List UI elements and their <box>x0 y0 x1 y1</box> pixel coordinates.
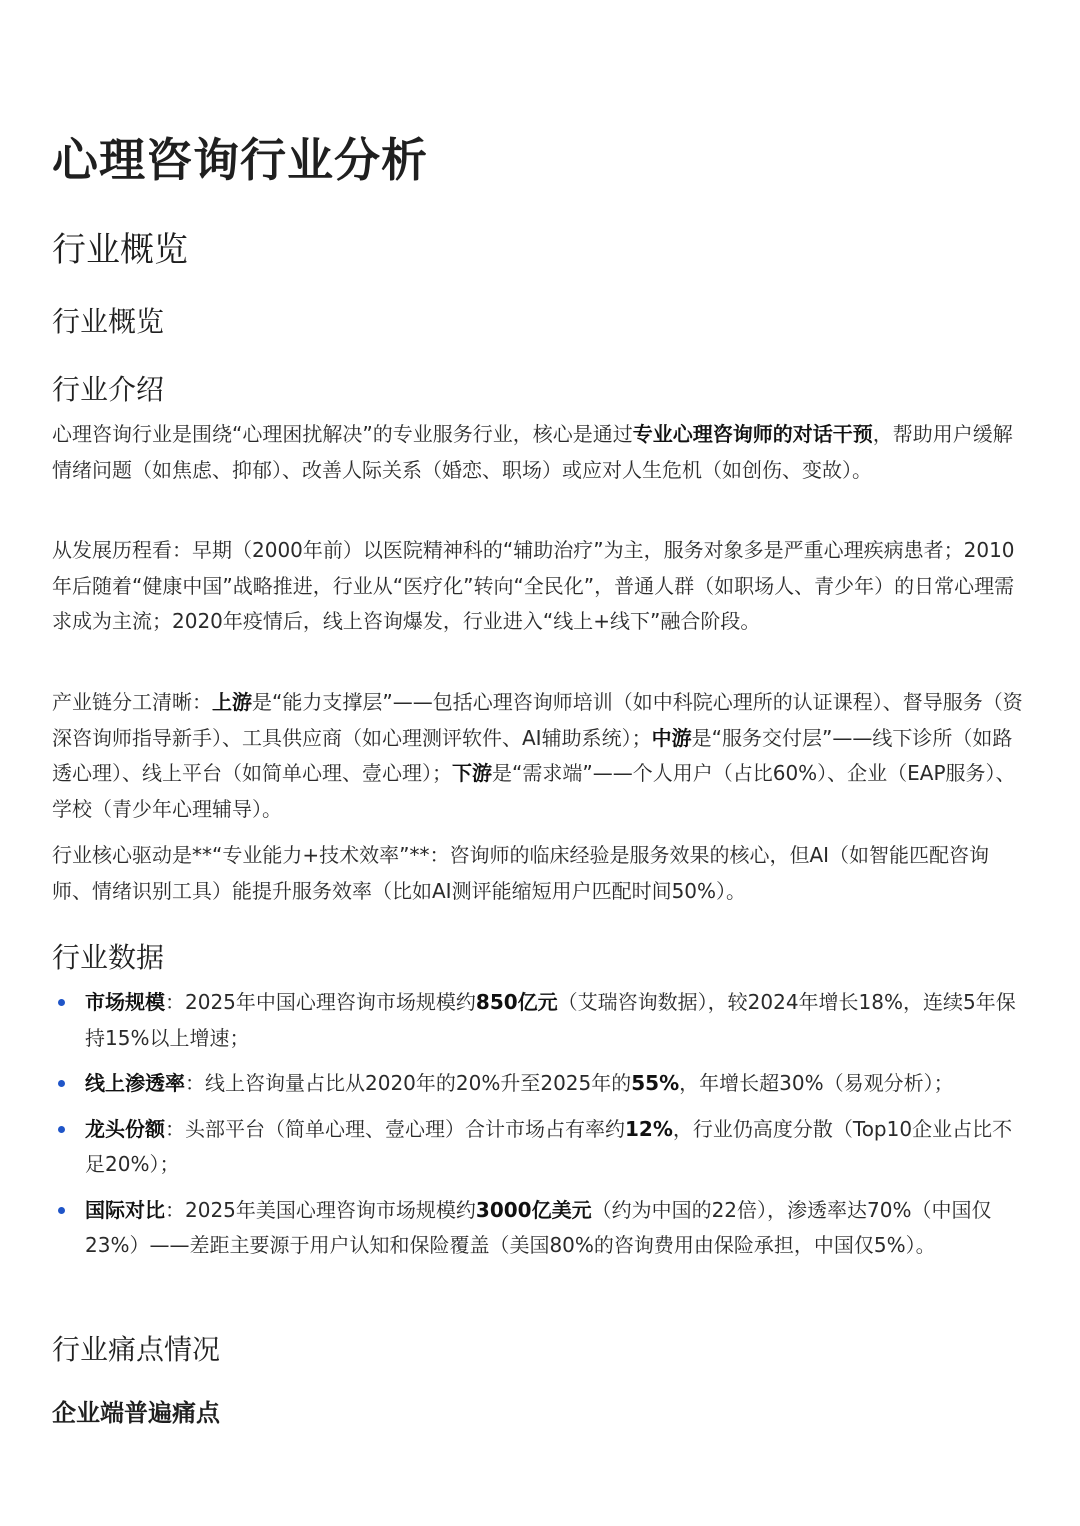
document-title: 心理咨询行业分析 <box>52 133 428 187</box>
bullet-icon <box>58 1207 65 1214</box>
intro-paragraph-4: 行业核心驱动是**“专业能力+技术效率”**：咨询师的临床经验是服务效果的核心，但AI（如智能匹配咨询师、情绪识别工具）能提升服务效率（比如AI测评能缩短用户匹配时间50%）。 <box>52 843 990 903</box>
pain-heading: 行业痛点情况 <box>52 1333 221 1366</box>
list-item: 龙头份额：头部平台（简单心理、壹心理）合计市场占有率约12%，行业仍高度分散（Top10企业占比不足20%）； <box>52 1112 1028 1183</box>
data-list <box>52 985 1028 1264</box>
section-heading: 行业概览 <box>52 230 188 270</box>
intro-paragraph-2: 从发展历程看：早期（2000年前）以医院精神科的“辅助治疗”为主，服务对象多是严重心理疾病患者；2010年后随着“健康中国”战略推进，行业从“医疗化”转向“全民化”，普通人群（如职场人、青少年）的日常心理需求成为主流；2020年疫情后，线上咨询爆发，行业进入“线上+线下”融合阶段。 <box>52 538 1015 633</box>
bullet-icon <box>58 999 65 1006</box>
bullet-icon <box>58 1126 65 1133</box>
bullet-icon <box>58 1080 65 1087</box>
list-item: 线上渗透率：线上咨询量占比从2020年的20%升至2025年的55%，年增长超30%（易观分析）； <box>52 1066 1028 1102</box>
intro-paragraph-1: 心理咨询行业是围绕“心理困扰解决”的专业服务行业，核心是通过专业心理咨询师的对话干预，帮助用户缓解情绪问题（如焦虑、抑郁）、改善人际关系（婚恋、职场）或应对人生危机（如创伤、变故）。 <box>52 422 1013 482</box>
list-item: 市场规模：2025年中国心理咨询市场规模约850亿元（艾瑞咨询数据），较2024年增长18%，连续5年保持15%以上增速； <box>52 985 1028 1056</box>
pain-subheading: 企业端普遍痛点 <box>52 1399 220 1427</box>
intro-heading: 行业介绍 <box>52 373 165 406</box>
list-item: 国际对比：2025年美国心理咨询市场规模约3000亿美元（约为中国的22倍），渗透率达70%（中国仅23%）——差距主要源于用户认知和保险覆盖（美国80%的咨询费用由保险承担，中国仅5%）。 <box>52 1193 1028 1264</box>
intro-paragraph-3: 产业链分工清晰：上游是“能力支撑层”——包括心理咨询师培训（如中科院心理所的认证课程）、督导服务（资深咨询师指导新手）、工具供应商（如心理测评软件、AI辅助系统）；中游是“服务交付层”——线下诊所（如路透心理）、线上平台（如简单心理、壹心理）；下游是“需求端”——个人用户（占比60%）、企业（EAP服务）、学校（青少年心理辅导）。 <box>52 690 1023 821</box>
subsection-heading: 行业概览 <box>52 305 165 338</box>
data-heading: 行业数据 <box>52 941 165 974</box>
